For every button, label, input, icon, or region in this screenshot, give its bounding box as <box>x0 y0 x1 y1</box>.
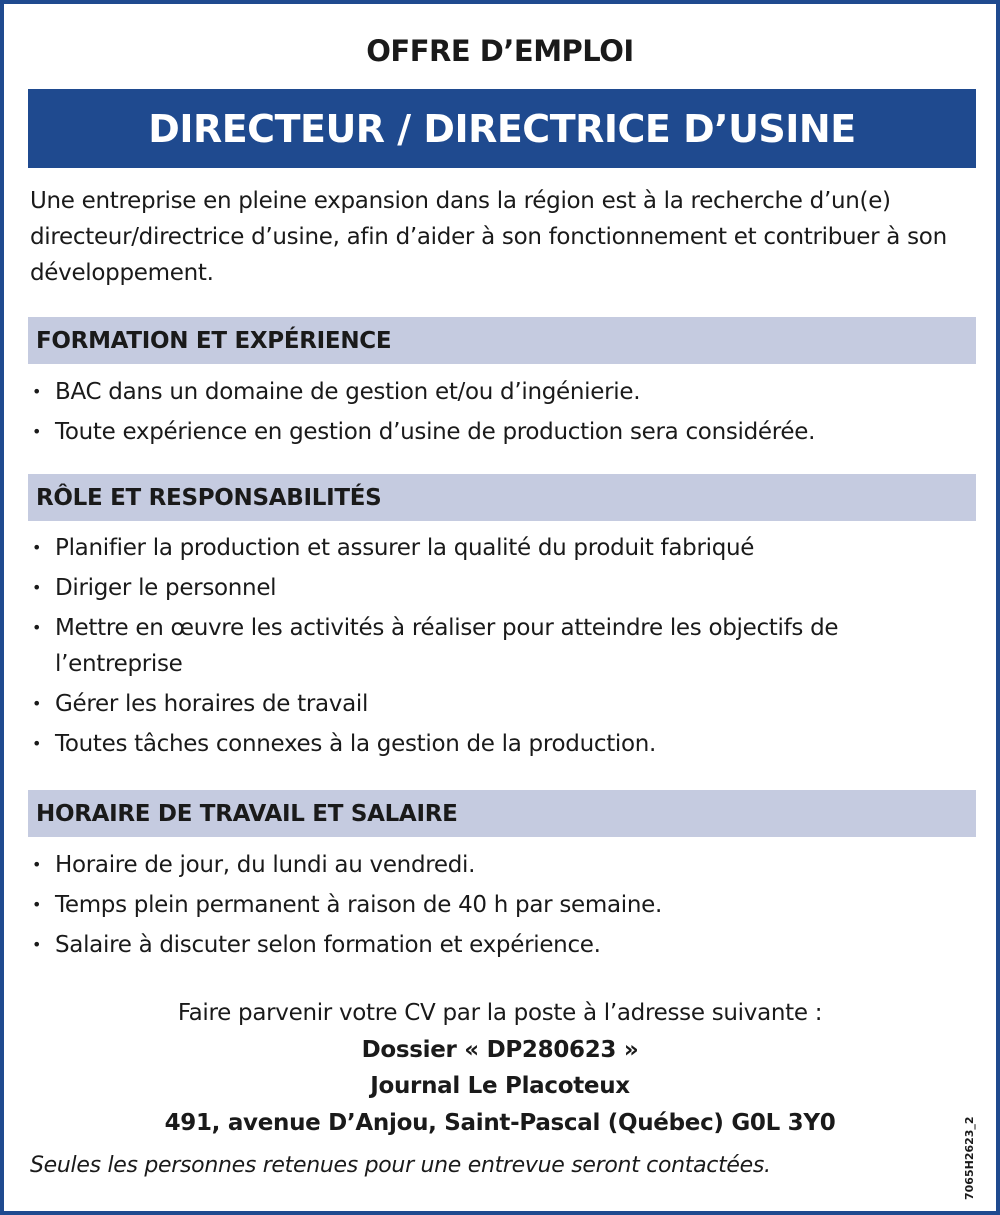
list-item: • Temps plein permanent à raison de 40 h par semaine. <box>30 887 970 923</box>
list-item: • Horaire de jour, du lundi au vendredi. <box>30 847 970 883</box>
instruction-text: Faire parvenir votre CV par la poste à l’adresse suivante : <box>177 1000 823 1026</box>
section-heading-horaire: HORAIRE DE TRAVAIL ET SALAIRE <box>28 790 976 837</box>
contact-note: Seules les personnes retenues pour une entrevue seront contactées. <box>30 1153 771 1178</box>
list-item: • Diriger le personnel <box>30 570 970 606</box>
list-item: • Planifier la production et assurer la qualité du produit fabriqué <box>30 530 970 566</box>
job-title: DIRECTEUR / DIRECTRICE D’USINE <box>148 106 856 151</box>
horaire-list <box>30 847 970 967</box>
job-title-banner <box>28 89 976 168</box>
list-item: • Gérer les horaires de travail <box>30 686 970 722</box>
journal-name: Journal Le Placoteux <box>370 1073 630 1099</box>
ad-header: OFFRE D’EMPLOI <box>366 34 634 68</box>
section-heading-role: RÔLE ET RESPONSABILITÉS <box>28 474 976 521</box>
list-item: • Toutes tâches connexes à la gestion de la production. <box>30 726 970 762</box>
intro-paragraph: Une entreprise en pleine expansion dans la région est à la recherche d’un(e) directeur/directrice d’usine, afin d’aider à son fonctionnement et contribuer à son développement. <box>30 188 947 286</box>
application-instructions <box>0 995 1000 1141</box>
role-list <box>30 530 970 766</box>
list-item: • BAC dans un domaine de gestion et/ou d’ingénierie. <box>30 374 970 410</box>
section-heading-formation: FORMATION ET EXPÉRIENCE <box>28 317 976 364</box>
dossier-reference: Dossier « DP280623 » <box>361 1036 639 1063</box>
list-item: • Mettre en œuvre les activités à réaliser pour atteindre les objectifs de l’entreprise <box>30 610 970 682</box>
ad-code: 7065H2623_2 <box>963 1116 976 1200</box>
list-item: • Salaire à discuter selon formation et expérience. <box>30 927 970 963</box>
mailing-address: 491, avenue D’Anjou, Saint-Pascal (Québec) G0L 3Y0 <box>164 1109 836 1136</box>
list-item: • Toute expérience en gestion d’usine de production sera considérée. <box>30 414 970 450</box>
formation-list <box>30 374 970 454</box>
